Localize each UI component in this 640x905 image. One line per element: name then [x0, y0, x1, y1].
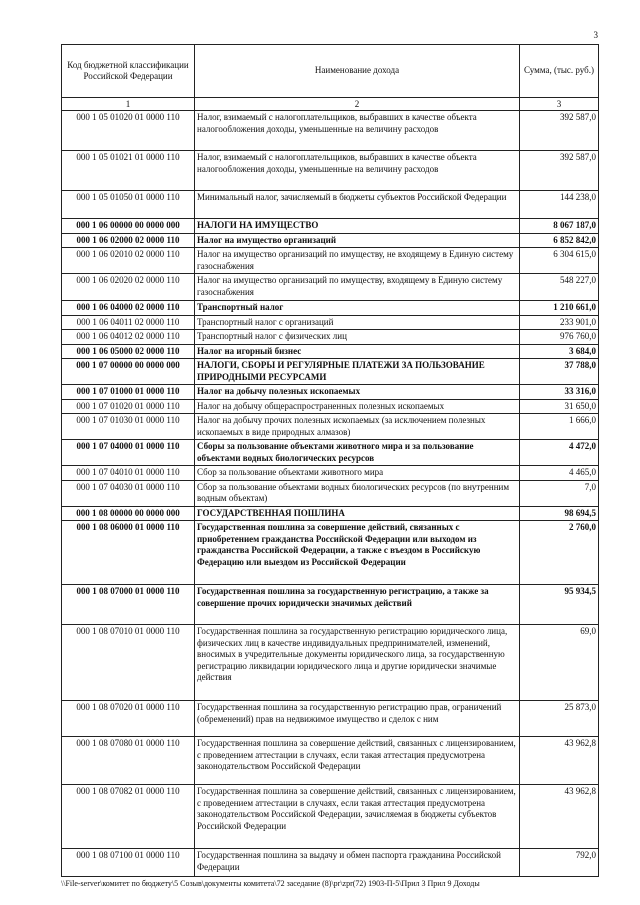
header-amount: Сумма, (тыс. руб.) — [520, 45, 599, 98]
row-name: Налог, взимаемый с налогоплательщиков, выбравших в качестве объекта налогообложения доходы, уменьшенные на величину расходов — [195, 111, 520, 151]
row-amount: 3 684,0 — [520, 344, 599, 359]
table-row — [62, 399, 599, 414]
row-code: 000 1 07 01000 01 0000 110 — [62, 385, 195, 400]
row-code: 000 1 06 04012 02 0000 110 — [62, 330, 195, 345]
row-code: 000 1 08 07100 01 0000 110 — [62, 849, 195, 877]
row-code: 000 1 07 01030 01 0000 110 — [62, 414, 195, 440]
row-name: Налог на имущество организаций по имуществу, не входящему в Единую систему газоснабжения — [195, 248, 520, 274]
table-row — [62, 737, 599, 785]
row-name: Транспортный налог — [195, 301, 520, 316]
table-row — [62, 233, 599, 248]
row-name: Государственная пошлина за государственную регистрацию прав, ограничений (обременений) прав на недвижимое имущество и сделок с ним — [195, 701, 520, 737]
table-row — [62, 330, 599, 345]
row-amount: 233 901,0 — [520, 315, 599, 330]
row-amount: 43 962,8 — [520, 737, 599, 785]
row-amount: 33 316,0 — [520, 385, 599, 400]
table-row — [62, 785, 599, 849]
table-row — [62, 466, 599, 481]
row-code: 000 1 06 05000 02 0000 110 — [62, 344, 195, 359]
header-name: Наименование дохода — [195, 45, 520, 98]
row-amount: 6 852 842,0 — [520, 233, 599, 248]
row-code: 000 1 06 02010 02 0000 110 — [62, 248, 195, 274]
row-name: Сбор за пользование объектами водных биологических ресурсов (по внутренним водным объектам) — [195, 480, 520, 506]
row-code: 000 1 07 00000 00 0000 000 — [62, 359, 195, 385]
row-code: 000 1 08 07000 01 0000 110 — [62, 585, 195, 625]
revenue-table — [61, 44, 599, 877]
table-row — [62, 385, 599, 400]
row-amount: 31 650,0 — [520, 399, 599, 414]
row-name: Налог на игорный бизнес — [195, 344, 520, 359]
row-code: 000 1 08 07020 01 0000 110 — [62, 701, 195, 737]
table-header-row — [62, 45, 599, 98]
row-amount: 4 472,0 — [520, 440, 599, 466]
row-name: Государственная пошлина за совершение действий, связанных с приобретением гражданства Российской Федерации или выходом из гражданства Российской Федерации, а также с въездом в Российскую Федерацию или выездом из Российской Федерации — [195, 521, 520, 585]
column-number: 3 — [520, 98, 599, 111]
row-code: 000 1 07 04000 01 0000 110 — [62, 440, 195, 466]
row-amount: 69,0 — [520, 625, 599, 701]
column-number: 1 — [62, 98, 195, 111]
row-amount: 1 210 661,0 — [520, 301, 599, 316]
table-row — [62, 274, 599, 301]
row-name: Налог на имущество организаций — [195, 233, 520, 248]
row-amount: 144 238,0 — [520, 191, 599, 219]
row-amount: 98 694,5 — [520, 506, 599, 521]
row-name: Сбор за пользование объектами животного мира — [195, 466, 520, 481]
row-name: Государственная пошлина за государственную регистрацию, а также за совершение прочих юридически значимых действий — [195, 585, 520, 625]
row-name: Государственная пошлина за выдачу и обмен паспорта гражданина Российской Федерации — [195, 849, 520, 877]
table-row — [62, 359, 599, 385]
row-code: 000 1 08 00000 00 0000 000 — [62, 506, 195, 521]
row-code: 000 1 06 02000 02 0000 110 — [62, 233, 195, 248]
row-amount: 7,0 — [520, 480, 599, 506]
row-amount: 392 587,0 — [520, 151, 599, 191]
table-row — [62, 248, 599, 274]
table-row — [62, 701, 599, 737]
table-row — [62, 315, 599, 330]
row-name: Транспортный налог с организаций — [195, 315, 520, 330]
row-code: 000 1 05 01050 01 0000 110 — [62, 191, 195, 219]
row-code: 000 1 08 06000 01 0000 110 — [62, 521, 195, 585]
table-body — [62, 111, 599, 877]
table-row — [62, 344, 599, 359]
table-row — [62, 219, 599, 234]
table-row — [62, 414, 599, 440]
row-code: 000 1 06 00000 00 0000 000 — [62, 219, 195, 234]
row-name: Сборы за пользование объектами животного мира и за пользование объектами водных биологических ресурсов — [195, 440, 520, 466]
row-name: Государственная пошлина за государственную регистрацию юридического лица, физических лиц в качестве индивидуальных предпринимателей, изменений, вносимых в учредительные документы юридического лица, за государственную регистрацию ликвидации юридического лица и другие юридически значимые действия — [195, 625, 520, 701]
file-path-footer: \\File-server\комитет по бюджету\5 Созыв\документы комитета\72 заседание (8)\pr\zpr(72) 1903-П-5\Прил 3 Прил 9 Доходы — [61, 879, 480, 888]
table-row — [62, 151, 599, 191]
row-name: Государственная пошлина за совершение действий, связанных с лицензированием, с проведением аттестации в случаях, если такая аттестация предусмотрена законодательством Российской Федерации, зачисляемая в бюджеты субъектов Российской Федерации — [195, 785, 520, 849]
row-name: Налог на добычу полезных ископаемых — [195, 385, 520, 400]
row-name: Транспортный налог с физических лиц — [195, 330, 520, 345]
row-name: Налог, взимаемый с налогоплательщиков, выбравших в качестве объекта налогообложения доходы, уменьшенные на величину расходов — [195, 151, 520, 191]
row-code: 000 1 08 07082 01 0000 110 — [62, 785, 195, 849]
row-amount: 548 227,0 — [520, 274, 599, 301]
row-amount: 95 934,5 — [520, 585, 599, 625]
column-number: 2 — [195, 98, 520, 111]
table-row — [62, 521, 599, 585]
table-row — [62, 191, 599, 219]
row-code: 000 1 05 01020 01 0000 110 — [62, 111, 195, 151]
row-code: 000 1 07 04030 01 0000 110 — [62, 480, 195, 506]
row-amount: 4 465,0 — [520, 466, 599, 481]
row-amount: 2 760,0 — [520, 521, 599, 585]
table-row — [62, 585, 599, 625]
table-row — [62, 849, 599, 877]
row-code: 000 1 06 04011 02 0000 110 — [62, 315, 195, 330]
row-code: 000 1 08 07010 01 0000 110 — [62, 625, 195, 701]
row-amount: 6 304 615,0 — [520, 248, 599, 274]
page-number: 3 — [593, 30, 598, 40]
row-name: Минимальный налог, зачисляемый в бюджеты субъектов Российской Федерации — [195, 191, 520, 219]
row-amount: 25 873,0 — [520, 701, 599, 737]
row-code: 000 1 07 01020 01 0000 110 — [62, 399, 195, 414]
row-name: НАЛОГИ НА ИМУЩЕСТВО — [195, 219, 520, 234]
row-name: НАЛОГИ, СБОРЫ И РЕГУЛЯРНЫЕ ПЛАТЕЖИ ЗА ПОЛЬЗОВАНИЕ ПРИРОДНЫМИ РЕСУРСАМИ — [195, 359, 520, 385]
row-amount: 792,0 — [520, 849, 599, 877]
table-row — [62, 111, 599, 151]
row-name: Государственная пошлина за совершение действий, связанных с лицензированием, с проведением аттестации в случаях, если такая аттестация предусмотрена законодательством Российской Федерации — [195, 737, 520, 785]
row-name: Налог на добычу прочих полезных ископаемых (за исключением полезных ископаемых в виде природных алмазов) — [195, 414, 520, 440]
row-code: 000 1 06 04000 02 0000 110 — [62, 301, 195, 316]
table-row — [62, 440, 599, 466]
row-amount: 37 788,0 — [520, 359, 599, 385]
row-name: ГОСУДАРСТВЕННАЯ ПОШЛИНА — [195, 506, 520, 521]
header-code: Код бюджетной классификации Российской Федерации — [62, 45, 195, 98]
row-amount: 8 067 187,0 — [520, 219, 599, 234]
row-amount: 392 587,0 — [520, 111, 599, 151]
row-code: 000 1 06 02020 02 0000 110 — [62, 274, 195, 301]
row-amount: 976 760,0 — [520, 330, 599, 345]
row-code: 000 1 07 04010 01 0000 110 — [62, 466, 195, 481]
row-amount: 1 666,0 — [520, 414, 599, 440]
row-name: Налог на имущество организаций по имуществу, входящему в Единую систему газоснабжения — [195, 274, 520, 301]
row-code: 000 1 08 07080 01 0000 110 — [62, 737, 195, 785]
column-number-row — [62, 98, 599, 111]
row-name: Налог на добычу общераспространенных полезных ископаемых — [195, 399, 520, 414]
row-code: 000 1 05 01021 01 0000 110 — [62, 151, 195, 191]
row-amount: 43 962,8 — [520, 785, 599, 849]
table-row — [62, 506, 599, 521]
table-row — [62, 480, 599, 506]
table-row — [62, 301, 599, 316]
table-row — [62, 625, 599, 701]
